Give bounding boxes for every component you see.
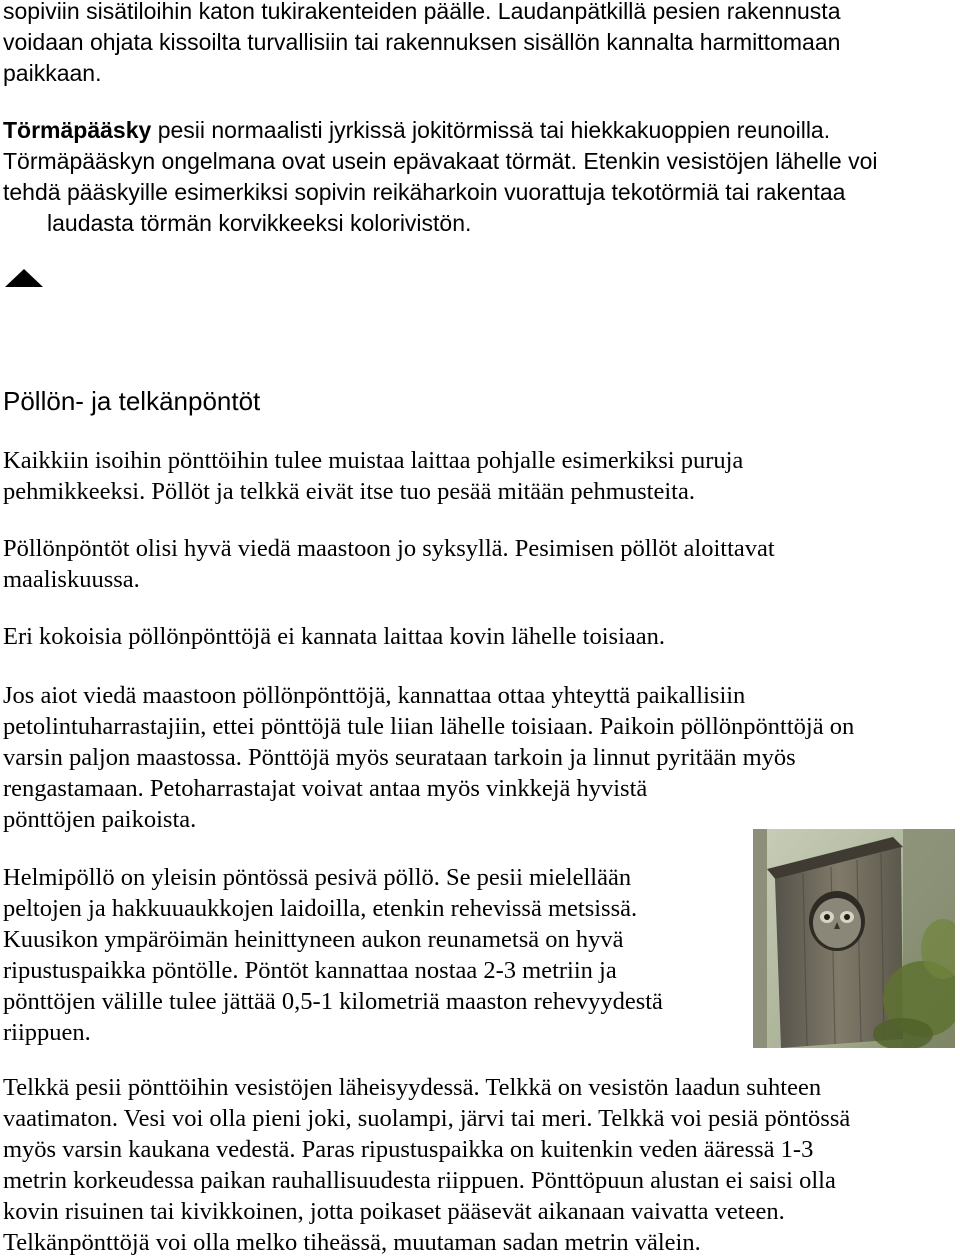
- tormapaasky-text: pesii normaalisti jyrkissä jokitörmissä tai hiekkakuoppien reunoilla.: [151, 117, 831, 143]
- paragraph-line: maaliskuussa.: [3, 566, 140, 593]
- tormapaasky-line: [3, 115, 878, 146]
- intro-line: voidaan ohjata kissoilta turvallisiin tai rakennuksen sisällön kannalta harmittomaan: [3, 29, 841, 55]
- up-arrow-icon: [4, 268, 44, 288]
- paragraph-line: varsin paljon maastossa. Pönttöjä myös seurataan tarkoin ja linnut pyritään myös: [3, 744, 796, 771]
- paragraph-bedding: [3, 445, 743, 507]
- paragraph-line: vaatimaton. Vesi voi olla pieni joki, suolampi, järvi tai meri. Telkkä voi pesiä pöntössä: [3, 1105, 851, 1132]
- paragraph-line: metrin korkeudessa paikan rauhallisuudesta riippuen. Pönttöpuun alustan ei saisi olla: [3, 1167, 836, 1194]
- intro-paragraph: [3, 0, 841, 89]
- paragraph-line: myös varsin kaukana vedestä. Paras ripustuspaikka on kuitenkin veden ääressä 1-3: [3, 1136, 814, 1163]
- back-to-top-link[interactable]: [4, 268, 44, 288]
- paragraph-line: ripustuspaikka pöntölle. Pöntöt kannattaa nostaa 2-3 metriin ja: [3, 957, 617, 984]
- paragraph-line: pehmikkeeksi. Pöllöt ja telkkä eivät itse tuo pesää mitään pehmusteita.: [3, 478, 695, 505]
- intro-line: sopiviin sisätiloihin katon tukirakenteiden päälle. Laudanpätkillä pesien rakennusta: [3, 0, 841, 24]
- paragraph-line: Telkänpönttöjä voi olla melko tiheässä, muutaman sadan metrin välein.: [3, 1229, 701, 1256]
- paragraph-line: riippuen.: [3, 1019, 91, 1046]
- section-title: Pöllön- ja telkänpöntöt: [3, 386, 261, 416]
- tormapaasky-name: Törmäpääsky: [3, 117, 152, 143]
- paragraph-telkka: [3, 1072, 850, 1258]
- paragraph-line: Jos aiot viedä maastoon pöllönpönttöjä, kannattaa ottaa yhteyttä paikallisiin: [3, 682, 746, 709]
- paragraph-helmipollo: [3, 862, 663, 1048]
- tormapaasky-line: Törmäpääskyn ongelmana ovat usein epävakaat törmät. Etenkin vesistöjen lähelle voi: [3, 148, 878, 174]
- paragraph-line: rengastamaan. Petoharrastajat voivat antaa myös vinkkejä hyvistä: [3, 775, 648, 802]
- paragraph-line: petolintuharrastajiin, ettei pönttöjä tule liian lähelle toisiaan. Paikoin pöllönpönttöjä on: [3, 713, 855, 740]
- paragraph-line: pönttöjen paikoista.: [3, 806, 197, 833]
- intro-line: paikkaan.: [3, 60, 102, 86]
- paragraph-line: Kuusikon ympäröimän heinittyneen aukon reunametsä on hyvä: [3, 926, 624, 953]
- owl-nestbox-illustration: [753, 829, 955, 1048]
- paragraph-line: Eri kokoisia pöllönpönttöjä ei kannata laittaa kovin lähelle toisiaan.: [3, 623, 666, 650]
- owl-nestbox-photo: [753, 829, 955, 1048]
- paragraph-timing: [3, 533, 775, 595]
- paragraph-line: Telkkä pesii pönttöihin vesistöjen läheisyydessä. Telkkä on vesistön laadun suhteen: [3, 1074, 822, 1101]
- paragraph-spacing: [3, 621, 665, 652]
- paragraph-line: Helmipöllö on yleisin pöntössä pesivä pöllö. Se pesii mielellään: [3, 864, 632, 891]
- paragraph-line: Pöllönpöntöt olisi hyvä viedä maastoon jo syksyllä. Pesimisen pöllöt aloittavat: [3, 535, 775, 562]
- paragraph-line: peltojen ja hakkuuaukkojen laidoilla, etenkin rehevissä metsissä.: [3, 895, 638, 922]
- paragraph-line: pönttöjen välille tulee jättää 0,5-1 kilometriä maaston rehevyydestä: [3, 988, 663, 1015]
- paragraph-contact: [3, 680, 854, 835]
- tormapaasky-line: tehdä pääskyille esimerkiksi sopivin reikäharkoin vuorattuja tekotörmiä tai rakentaa: [3, 179, 846, 205]
- tormapaasky-line: laudasta törmän korvikkeeksi kolorivistön.: [47, 210, 472, 236]
- paragraph-line: Kaikkiin isoihin pönttöihin tulee muistaa laittaa pohjalle esimerkiksi puruja: [3, 447, 744, 474]
- tormapaasky-paragraph: [3, 115, 878, 239]
- paragraph-line: kovin risuinen tai kivikkoinen, jotta poikaset pääsevät aikanaan vaivatta veteen.: [3, 1198, 785, 1225]
